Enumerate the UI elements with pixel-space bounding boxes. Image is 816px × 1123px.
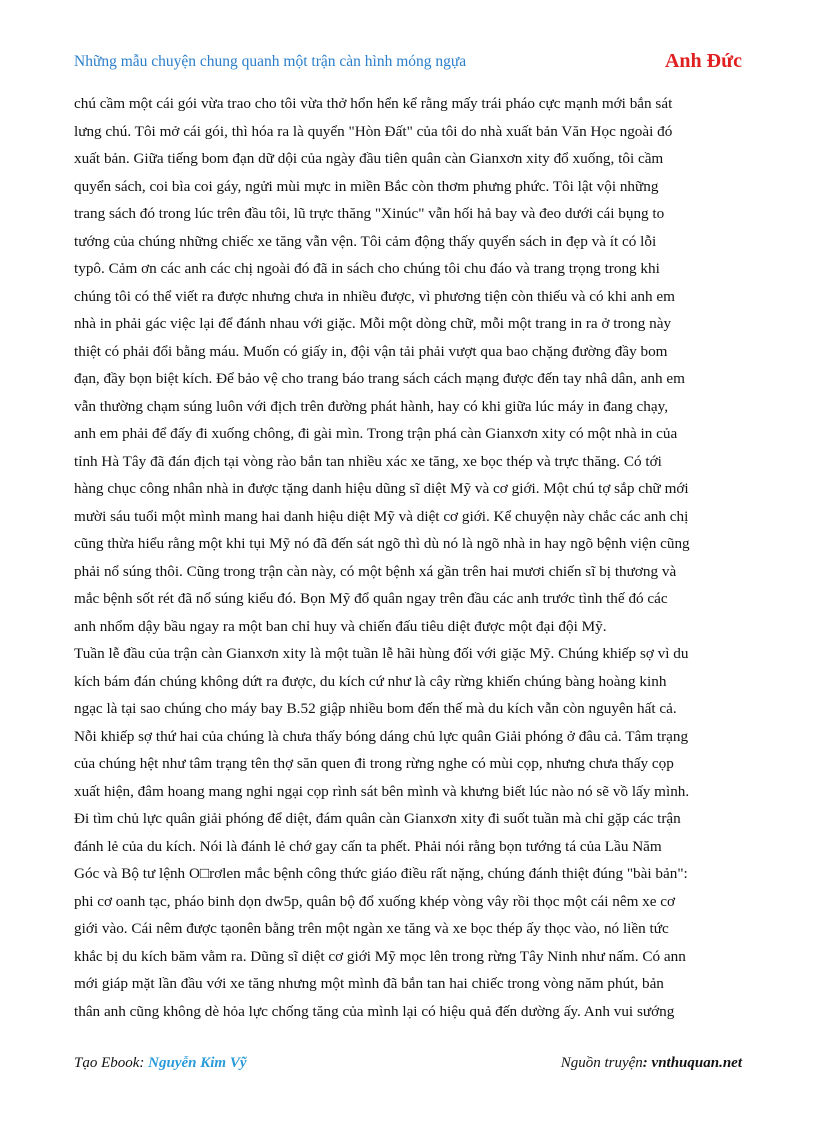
- text-line: anh nhổm dậy bầu ngay ra một ban chỉ huy và chiến đấu tiêu diệt được một đại đội Mỹ.: [74, 617, 607, 635]
- text-line: mới giáp mặt lần đầu với xe tăng nhưng một mình đã bắn tan hai chiếc trong vòng năm phút, bản: [74, 975, 664, 992]
- ebook-credit: [74, 1055, 247, 1072]
- text-line: mười sáu tuổi một mình mang hai danh hiệu diệt Mỹ và diệt cơ giới. Kể chuyện này chắc các anh chị: [74, 507, 689, 525]
- text-line: Đi tìm chủ lực quân giải phóng để diệt, đám quân càn Gianxơn xity đi suốt tuần mà chỉ gặp các trận: [74, 810, 681, 827]
- text-line: tướng của chúng những chiếc xe tăng vẫn vện. Tôi cảm động thấy quyển sách in đẹp và ít có lỗi: [74, 232, 657, 250]
- text-line: vẫn thường chạm súng luôn với địch trên đường phát hành, hay có khi giữa lúc máy in đang chạy,: [74, 397, 669, 415]
- text-line: đánh lẻ của du kích. Nói là đánh lẻ chớ gay cấn ta phết. Phải nói rằng bọn tướng tá của Lầu Năm: [74, 837, 662, 855]
- text-line: thân anh cũng không dè hỏa lực chống tăng của mình lại có hiệu quả đến dường ấy. Anh vui sướng: [74, 1002, 675, 1020]
- text-line: ngạc là tại sao chúng cho máy bay B.52 giập nhiều bom đến thế mà du kích vẫn còn nguyên hất cả.: [74, 700, 677, 717]
- text-line: trang sách đó trong lúc trên đầu tôi, lũ trực thăng "Xinúc" vẫn hối hả bay và đeo dưới cái bụng to: [74, 205, 665, 222]
- text-line: phi cơ oanh tạc, pháo binh dọn dw5p, quân bộ đổ xuống khép vòng vây rồi thọc một cái nêm xe cơ: [74, 892, 676, 910]
- source-separator: :: [642, 1055, 648, 1071]
- text-line: hàng chục công nhân nhà in được tặng danh hiệu dũng sĩ diệt Mỹ và cơ giới. Một chú tợ sắp chữ mới: [74, 480, 689, 497]
- text-line: cũng thừa hiểu rằng một khi tụi Mỹ nó đã đến sát ngõ thì dù nó là ngõ nhà in hay ngõ bệnh viện cũng: [74, 535, 690, 552]
- text-line: quyển sách, coi bìa coi gáy, ngửi mùi mực in miền Bắc còn thơm phưng phức. Tôi lật vội những: [74, 177, 659, 195]
- text-line: tỉnh Hà Tây đã đán địch tại vòng rào bắn tan nhiều xác xe tăng, xe bọc thép và trực thăng. Có tới: [74, 452, 662, 470]
- body-text: [74, 90, 746, 1025]
- text-line: anh em phải để đấy đi xuống chông, đi gài mìn. Trong trận phá càn Gianxơn xity có một nhà in của: [74, 425, 678, 442]
- text-line: thiệt có phải đổi bằng máu. Muốn có giấy in, đội vận tải phải vượt qua bao chặng đường đầy bom: [74, 342, 668, 360]
- text-line: mắc bệnh sốt rét đã nổ súng kiểu đó. Bọn Mỹ đổ quân ngay trên đầu các anh trước tình thế đó các: [74, 590, 668, 607]
- text-line: Nỗi khiếp sợ thứ hai của chúng là chưa thấy bóng dáng chủ lực quân Giải phóng ở đâu cả. Tâm trạng: [74, 727, 689, 745]
- text-line: chú cầm một cái gói vừa trao cho tôi vừa thở hổn hển kể rằng mấy trái pháo cực mạnh mới bắn sát: [74, 95, 673, 112]
- text-line: xuất hiện, đâm hoang mang nghi ngại cọp rình sát bên mình và khưng biết lúc nào nó sẽ vồ lấy mình.: [74, 782, 690, 800]
- text-line: kích bám đán chúng không dứt ra được, du kích cứ như là cây rừng khiến chúng bàng hoàng kinh: [74, 672, 667, 690]
- page-footer: [74, 1055, 742, 1077]
- text-line: lưng chú. Tôi mở cái gói, thì hóa ra là quyển "Hòn Đất" của tôi do nhà xuất bản Văn Học ngoài đó: [74, 122, 673, 140]
- source-site: vnthuquan.net: [651, 1055, 742, 1071]
- text-line: nhà in phải gác việc lại để đánh nhau với giặc. Mỗi một dòng chữ, mỗi một trang in ra ở trong này: [74, 315, 672, 332]
- text-line: typô. Cảm ơn các anh các chị ngoài đó đã in sách cho chúng tôi chu đáo và trang trọng trong khi: [74, 260, 660, 277]
- text-line: xuất bản. Giữa tiếng bom đạn dữ dội của ngày đầu tiên quân càn Gianxơn xity đổ xuống, tôi cầm: [74, 150, 664, 167]
- text-line: phải nổ súng thôi. Cũng trong trận càn này, có một bệnh xá gần trên hai mươi chiến sĩ bị thương và: [74, 562, 677, 580]
- ebook-name: Nguyễn Kim Vỹ: [148, 1055, 247, 1071]
- ebook-separator: :: [139, 1055, 145, 1071]
- source-credit: [561, 1055, 742, 1072]
- text-line: Tuần lễ đầu của trận càn Gianxơn xity là một tuần lễ hãi hùng đối với giặc Mỹ. Chúng khiếp sợ vì du: [74, 645, 689, 662]
- text-line: Góc và Bộ tư lệnh O□rơlen mắc bệnh công thức giáo điều rất nặng, chúng đánh thiệt đúng "bài bản":: [74, 865, 688, 882]
- text-line: giới vào. Cái nêm được tạonên bằng trên một ngàn xe tăng và xe bọc thép ấy thọc vào, nó liền tức: [74, 920, 669, 937]
- text-line: chúng tôi có thể viết ra được nhưng chưa in nhiều được, vì phương tiện còn thiếu và có khi anh em: [74, 287, 675, 305]
- text-line: của chúng hệt như tâm trạng tên thợ săn quen đi trong rừng nghe có mùi cọp, nhưng chưa thấy cọp: [74, 755, 674, 772]
- header-title: Những mẫu chuyện chung quanh một trận càn hình móng ngựa: [74, 53, 467, 70]
- header-author: Anh Đức: [664, 50, 742, 72]
- text-line: đạn, đầy bọn biệt kích. Để bảo vệ cho trang báo trang sách cách mạng được đến tay nhâ dân, anh em: [74, 370, 685, 387]
- ebook-label: Tạo Ebook: [74, 1055, 140, 1071]
- page-header: [74, 50, 742, 76]
- text-line: khắc bị du kích băm vằm ra. Dũng sĩ diệt cơ giới Mỹ mọc lên trong rừng Tây Ninh như nấm. Có ann: [74, 947, 686, 965]
- source-label: Nguồn truyện: [560, 1055, 643, 1071]
